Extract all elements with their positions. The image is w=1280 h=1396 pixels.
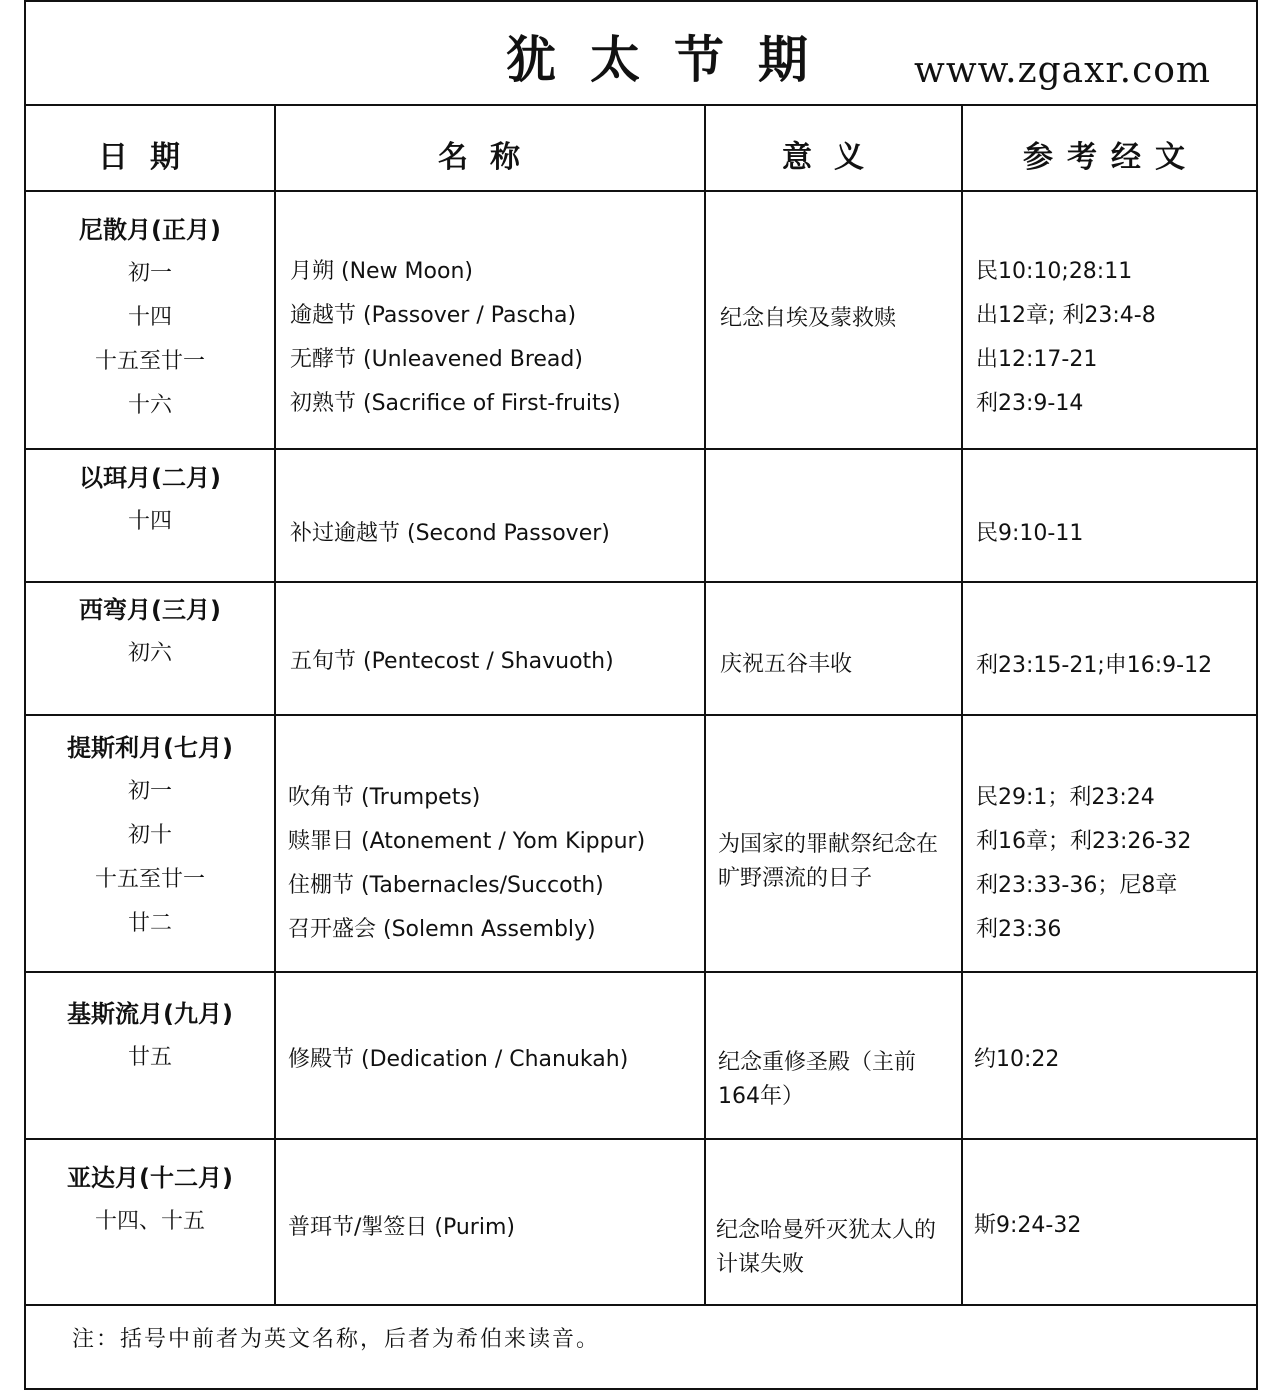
row-divider [24,190,1258,192]
scripture-ref: 出12:17-21 [976,347,1098,372]
column-divider [704,106,706,1306]
table-row-names [288,1206,515,1250]
month-label: 亚达月(十二月) [67,1164,233,1192]
row-divider [24,448,1258,450]
table-row-names [288,776,645,952]
column-divider [274,106,276,1306]
table-row-date [26,588,274,676]
festival-name: 补过逾越节 (Second Passover) [290,521,610,546]
scripture-ref: 出12章; 利23:4-8 [976,303,1156,328]
table-row-refs [976,512,1083,556]
table-row-refs [976,250,1156,426]
row-divider [24,971,1258,973]
site-url: www.zgaxr.com [914,50,1212,91]
table-row-refs [974,1038,1059,1082]
scripture-ref: 利23:15-21;申16:9-12 [976,653,1213,678]
day-label: 十五至廿一 [94,867,205,892]
festival-meaning: 纪念自埃及蒙救赎 [720,306,897,331]
day-label: 十六 [127,393,172,418]
scripture-ref: 民29:1；利23:24 [976,785,1155,810]
table-row-names [290,640,614,684]
scripture-ref: 利23:33-36；尼8章 [976,873,1178,898]
month-label: 西弯月(三月) [79,596,221,624]
table-row-date [26,1156,274,1244]
festival-name: 初熟节 (Sacrifice of First-fruits) [290,391,621,416]
title-row [24,0,1258,106]
day-label: 初六 [127,641,172,666]
festival-meaning: 纪念重修圣殿（主前164年） [718,1050,917,1109]
festival-meaning: 为国家的罪献祭纪念在旷野漂流的日子 [718,832,939,891]
scripture-ref: 民10:10;28:11 [976,259,1133,284]
scripture-ref: 利23:9-14 [976,391,1084,416]
month-label: 提斯利月(七月) [67,734,233,762]
table-row-refs [976,644,1212,688]
row-divider [24,1304,1258,1306]
festival-meaning: 纪念哈曼歼灭犹太人的计谋失败 [716,1218,937,1277]
day-label: 初十 [127,823,172,848]
festival-name: 赎罪日 (Atonement / Yom Kippur) [288,829,646,854]
festival-name: 逾越节 (Passover / Pascha) [290,303,577,328]
month-label: 以珥月(二月) [79,464,221,492]
row-divider [24,581,1258,583]
header-refs: 参考经文 [1023,140,1199,175]
page-title: 犹太节期 [506,31,842,89]
table-row-date [26,208,274,428]
table-row-names [290,512,610,556]
table-row-refs [976,776,1191,952]
festival-name: 召开盛会 (Solemn Assembly) [288,917,596,942]
day-label: 十四 [127,305,172,330]
festival-name: 修殿节 (Dedication / Chanukah) [288,1047,629,1072]
day-label: 初一 [127,779,172,804]
footnote: 注：括号中前者为英文名称，后者为希伯来读音。 [72,1327,601,1352]
day-label: 十四、十五 [94,1209,205,1234]
scripture-ref: 利16章；利23:26-32 [976,829,1192,854]
festival-name: 五旬节 (Pentecost / Shavuoth) [290,649,614,674]
header-name: 名称 [438,140,542,175]
column-divider [961,106,963,1306]
day-label: 十五至廿一 [94,349,205,374]
scripture-ref: 斯9:24-32 [974,1213,1082,1238]
table-row-date [26,992,274,1080]
day-label: 十四 [127,509,172,534]
row-divider [24,1138,1258,1140]
table-row-date [26,456,274,544]
scripture-ref: 民9:10-11 [976,521,1084,546]
table-row-names [288,1038,628,1082]
festival-name: 月朔 (New Moon) [290,259,473,284]
festival-name: 住棚节 (Tabernacles/Succoth) [288,873,604,898]
festival-name: 普珥节/掣签日 (Purim) [288,1215,515,1240]
day-label: 廿五 [127,1045,172,1070]
festival-name: 无酵节 (Unleavened Bread) [290,347,583,372]
day-label: 廿二 [127,911,172,936]
table-row-names [290,250,621,426]
day-label: 初一 [127,261,172,286]
table-row-date [26,726,274,946]
row-divider [24,714,1258,716]
scripture-ref: 利23:36 [976,917,1062,942]
scripture-ref: 约10:22 [974,1047,1060,1072]
month-label: 基斯流月(九月) [67,1000,233,1028]
header-meaning: 意义 [782,140,886,175]
festival-name: 吹角节 (Trumpets) [288,785,481,810]
header-date: 日期 [98,140,202,175]
month-label: 尼散月(正月) [79,216,221,244]
table-row-refs [974,1204,1081,1248]
festival-meaning: 庆祝五谷丰收 [720,652,853,677]
